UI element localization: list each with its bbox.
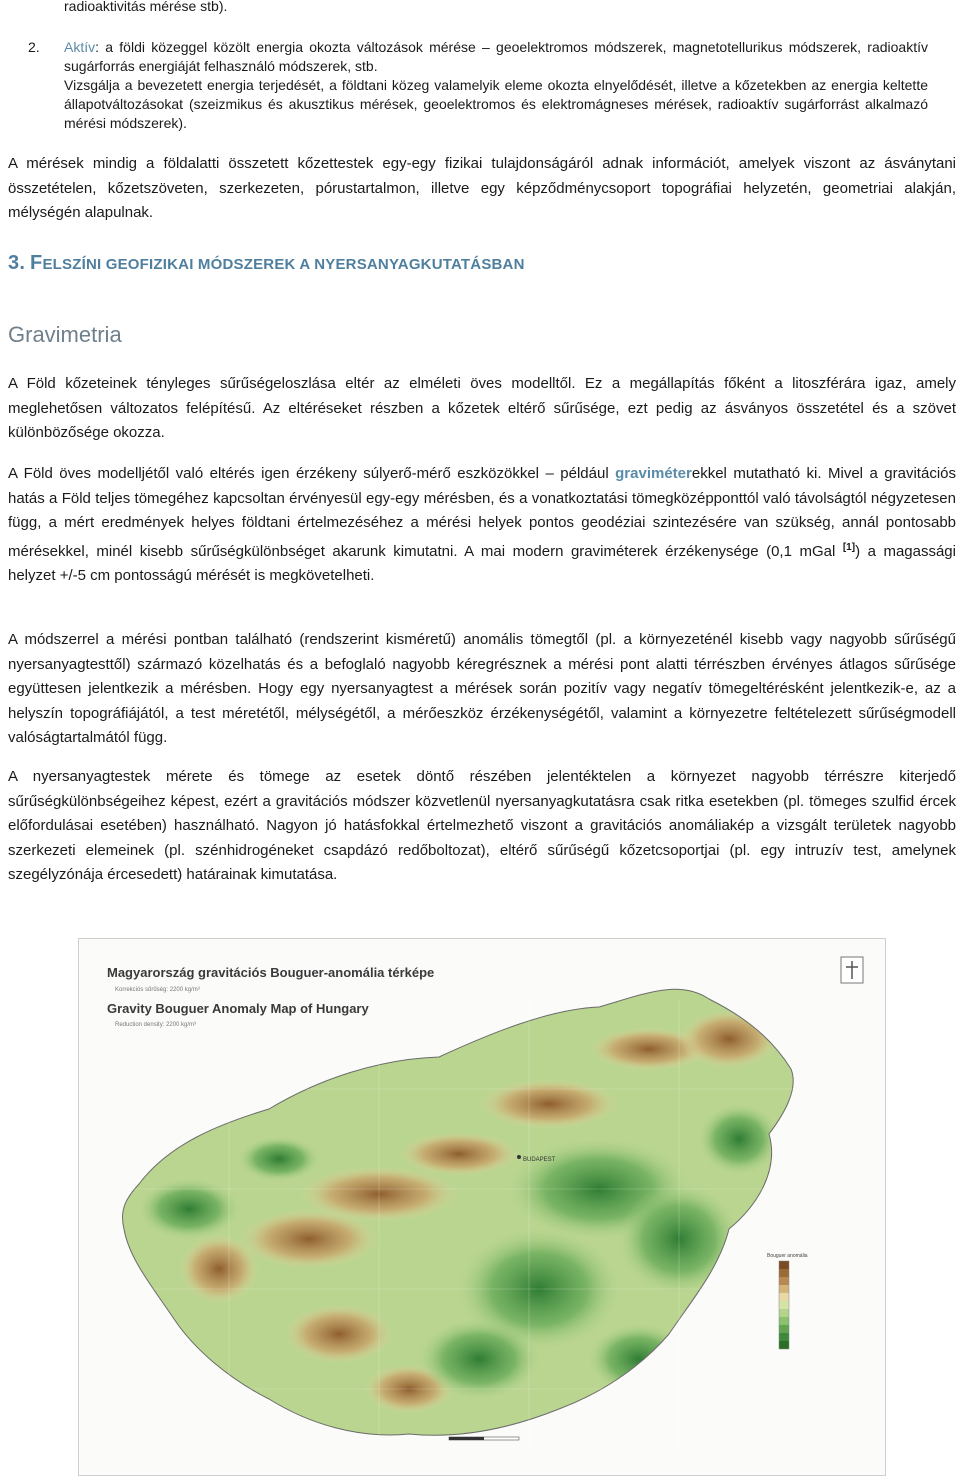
- subsection-heading: Gravimetria: [8, 322, 122, 347]
- list-item-label: Aktív: [64, 39, 96, 55]
- numbered-list-item: [28, 38, 928, 133]
- list-item-body: [64, 38, 928, 133]
- budapest-marker: [517, 1155, 521, 1159]
- section-number: 3.: [8, 252, 26, 274]
- map-legend: [767, 1253, 808, 1349]
- map-sub-hu: Korrekciós sűrűség: 2200 kg/m³: [115, 987, 200, 993]
- map-title-en: Gravity Bouguer Anomaly Map of Hungary: [107, 1001, 369, 1016]
- paragraph-4: A nyersanyagtestek mérete és tömege az esetek döntő részében jelentéktelen a környezet nagyobb térrészre kiterjedő sűrűségkülönbségeihez képest, ezért a gravitációs módszer közvetlenül nyersanyagkutatásra csak ritka esetekben (pl. tömeges szulfid ércek előfordulásai esetében) használható. Nagyon jó hatásfokkal értelmezhető viszont a gravitációs anomáliakép a vizsgált területek nagyobb szerkezeti elemeinek (pl. szénhidrogéneket csapdázó redőboltozat), eltérő sűrűségű kőzetcsoportjai (pl. egy intruzív test, amelynek szegélyzónája ércesedett) határainak kimutatása.: [8, 768, 956, 883]
- section-heading: [8, 252, 525, 275]
- bouguer-anomaly-map: [78, 938, 886, 1476]
- map-graphic: [79, 939, 885, 1475]
- map-title-hu: Magyarország gravitációs Bouguer-anomália térképe: [107, 965, 435, 980]
- gravimeter-link[interactable]: graviméter: [615, 465, 692, 482]
- institute-logo: [841, 957, 863, 983]
- list-item-text-1: : a földi közeggel közölt energia okozta változások mérése – geoelektromos módszerek, magnetotellurikus módszerek, radioaktív sugárforrás energiáját felhasználó módszerek, stb.: [64, 39, 928, 74]
- paragraph-3: A módszerrel a mérési pontban található (rendszerint kisméretű) anomális tömegtől (pl. a környezeténél kisebb vagy nagyobb sűrűségű nyersanyagtesttől) származó közelhatás és a befoglaló nagyobb kéregrésznek a mérési pont alatti térrészben érvényes átlagos sűrűsége együttesen jelentkezik a mérésben. Hogy egy nyersanyagtest a mérések során pozitív vagy negatív tömegeltérésként jelentkezik-e, az a helyszín topográfiájától, a test méretétől, mélységétől, a mérőeszköz érzékenységétől, valamint a környezetre feltételezett sűrűségmodell valóságtartalmától függ.: [8, 631, 956, 746]
- paragraph-measurements: A mérések mindig a földalatti összetett kőzettestek egy-egy fizikai tulajdonságáról adnak információt, amelyek viszont az ásványtani összetételen, kőzetszöveten, szerkezeten, pórustartalmon, illetve egy képződménycsoport topográfiai helyzetén, geometriai alakján, mélységén alapulnak.: [8, 155, 956, 221]
- list-item-text-2: Vizsgálja a bevezetett energia terjedését, a földtani közeg valamelyik eleme okozta elnyelődését, illetve a kőzetekben az energia keltette állapotváltozásokat (szeizmikus és akusztikus mérések, geoelektromos és elektromágneses mérések, radioaktív sugárforrást alkalmazó mérési módszerek).: [64, 77, 928, 131]
- list-number: 2.: [28, 39, 40, 55]
- top-fragment: radioaktivitás mérése stb).: [64, 0, 228, 14]
- section-title-rest: ELSZÍNI GEOFIZIKAI MÓDSZEREK A NYERSANYAGKUTATÁSBAN: [42, 256, 525, 273]
- paragraph-2: [8, 462, 956, 589]
- map-sub-en: Reduction density: 2200 kg/m³: [115, 1022, 197, 1028]
- section-first-letter: F: [30, 252, 43, 274]
- legend-title: Bouguer anomália: [767, 1253, 808, 1259]
- paragraph-2-part-b: ekkel mutatható ki. Mivel a gravitációs hatás a Föld teljes tömegéhez kapcsoltan érvényesül egy-egy mérésben, és a vonatkoztatási tömegközépponttól való távolságtól négyzetesen függ, a mért eredmények helyes földtani értelmezéséhez a mérési helyek pontos geodéziai szintezésére van szükség, annál pontosabb mérésekkel, minél kisebb sűrűségkülönbséget akarunk kimutatni. A mai modern graviméterek érzékenysége (0,1 mGal: [8, 465, 956, 560]
- hungary-anomaly-field: [79, 939, 885, 1475]
- paragraph-2-part-a: A Föld öves modelljétől való eltérés igen érzékeny súlyerő-mérő eszközökkel – például: [8, 465, 616, 482]
- paragraph-2-part-c: ) a magassági helyzet +/-5 cm pontosságú mérését is megkövetelheti.: [8, 542, 956, 584]
- reference-link[interactable]: [1]: [842, 541, 856, 553]
- city-label-budapest: BUDAPEST: [523, 1157, 556, 1163]
- scale-bar: [449, 1437, 519, 1440]
- paragraph-1: A Föld kőzeteinek tényleges sűrűségeloszlása eltér az elméleti öves modelltől. Ez a megállapítás főként a litoszférára igaz, amely meglehetősen változatos felépítésű. Az eltéréseket részben a kőzetek eltérő sűrűsége, ezt pedig az ásványos összetétel és a szövet különbözősége okozza.: [8, 375, 956, 441]
